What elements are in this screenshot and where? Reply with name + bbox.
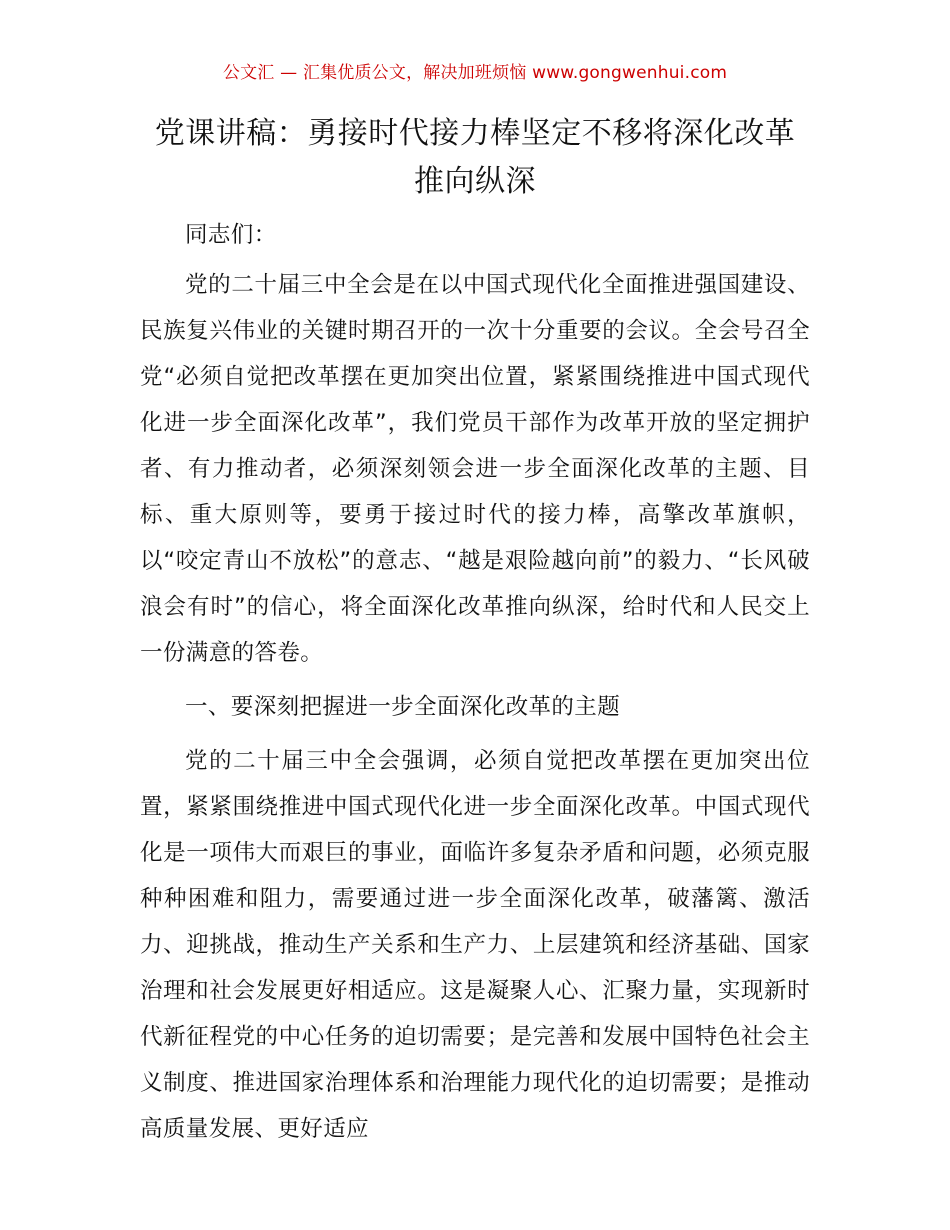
document-body: [140, 212, 810, 1152]
document-title: 党课讲稿：勇接时代接力棒坚定不移将深化改革推向纵深: [154, 116, 796, 199]
paragraph-intro: 党的二十届三中全会是在以中国式现代化全面推进强国建设、民族复兴伟业的关键时期召开的一次十分重要的会议。全会号召全党“必须自觉把改革摆在更加突出位置，紧紧围绕推进中国式现代化进一步全面深化改革”，我们党员干部作为改革开放的坚定拥护者、有力推动者，必须深刻领会进一步全面深化改革的主题、目标、重大原则等，要勇于接过时代的接力棒，高擎改革旗帜，以“咬定青山不放松”的意志、“越是艰险越向前”的毅力、“长风破浪会有时”的信心，将全面深化改革推向纵深，给时代和人民交上一份满意的答卷。: [140, 272, 810, 666]
greeting: 同志们：: [185, 222, 277, 248]
paragraph-section-1: 党的二十届三中全会强调，必须自觉把改革摆在更加突出位置，紧紧围绕推进中国式现代化进一步全面深化改革。中国式现代化是一项伟大而艰巨的事业，面临许多复杂矛盾和问题，必须克服种种困难和阻力，需要通过进一步全面深化改革，破藩篱、激活力、迎挑战，推动生产关系和生产力、上层建筑和经济基础、国家治理和社会发展更好相适应。这是凝聚人心、汇聚力量，实现新时代新征程党的中心任务的迫切需要；是完善和发展中国特色社会主义制度、推进国家治理体系和治理能力现代化的迫切需要；是推动高质量发展、更好适应: [140, 748, 810, 1142]
section-heading-1: 一、要深刻把握进一步全面深化改革的主题: [185, 694, 621, 720]
site-banner: 公文汇 — 汇集优质公文，解决加班烦恼 www.gongwenhui.com: [222, 63, 728, 83]
